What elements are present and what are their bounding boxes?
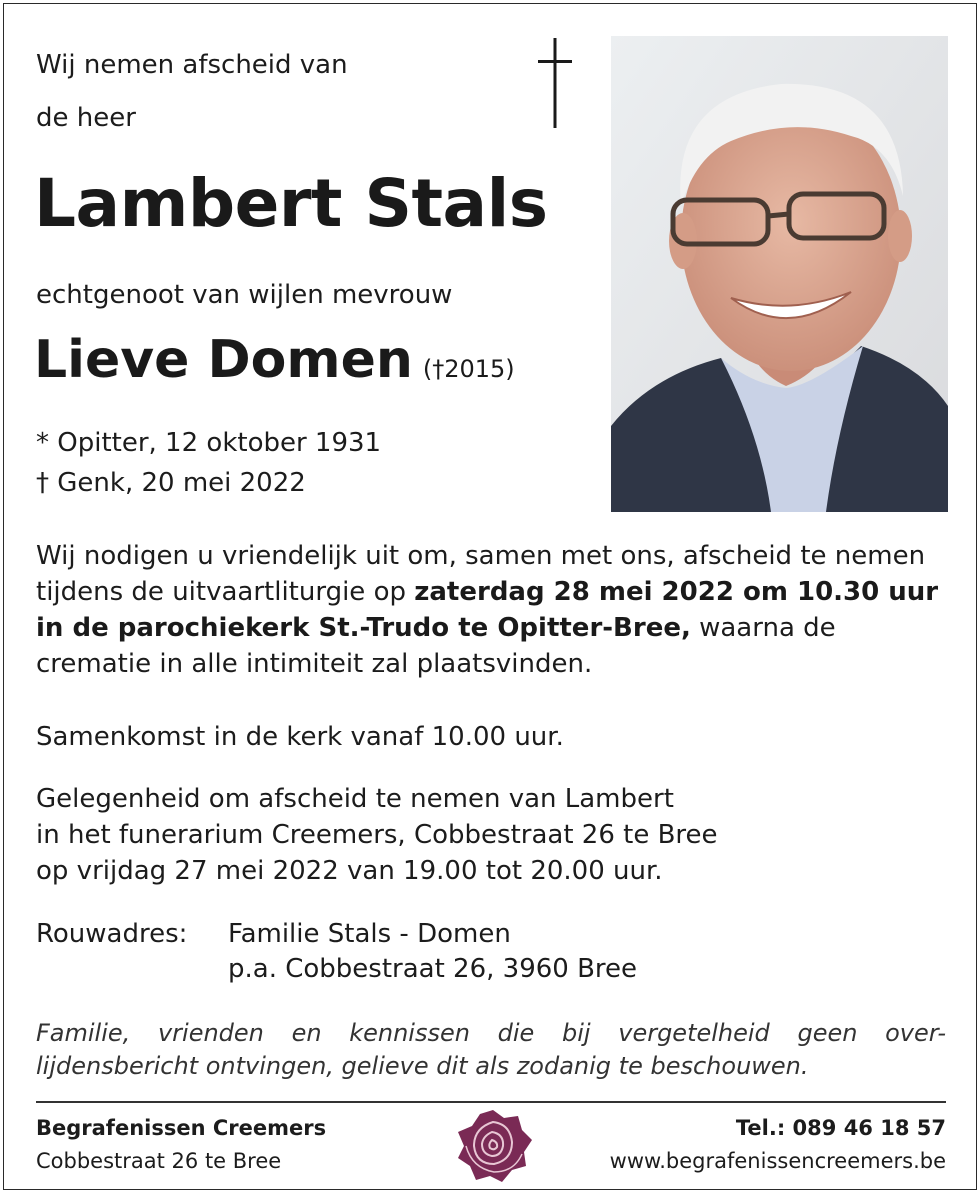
intro-line-1: Wij nemen afscheid van — [36, 50, 348, 80]
address-line-2: p.a. Cobbestraat 26, 3960 Bree — [228, 954, 638, 984]
notice-note: Familie, vrienden en kennissen die bij vergetelheid geen over-lijdensbericht ontvingen, gelieve dit als zodanig te beschouwen. — [36, 1019, 946, 1080]
footer-company: Begrafenissen Creemers — [36, 1116, 327, 1140]
rose-logo-icon — [452, 1106, 534, 1186]
visitation-line-2: in het funerarium Creemers, Cobbestraat 26 te Bree — [36, 820, 718, 850]
death-line: † Genk, 20 mei 2022 — [36, 468, 306, 498]
spouse-death-year: (†2015) — [422, 355, 515, 383]
gathering-line: Samenkomst in de kerk vanaf 10.00 uur. — [36, 722, 564, 752]
footer-street: Cobbestraat 26 te Bree — [36, 1149, 282, 1173]
spouse-intro: echtgenoot van wijlen mevrouw — [36, 280, 453, 310]
footer-website[interactable]: www.begrafenissencreemers.be — [609, 1149, 946, 1173]
visitation-line-3: op vrijdag 27 mei 2022 van 19.00 tot 20.00 uur. — [36, 856, 663, 886]
footer-divider — [36, 1101, 946, 1103]
footer-phone: Tel.: 089 46 18 57 — [735, 1116, 946, 1140]
invitation-text-1: Wij nodigen u vriendelijk uit om, samen met ons, afscheid te nemen tijdens de uitvaartliturgie op — [36, 541, 926, 607]
spouse-name-row — [34, 330, 515, 390]
invitation-paragraph — [36, 538, 946, 682]
visitation-line-1: Gelegenheid om afscheid te nemen van Lambert — [36, 784, 674, 814]
visitation-paragraph — [36, 781, 946, 889]
invitation-text-2: waarna de crematie in alle intimiteit zal plaatsvinden. — [36, 613, 836, 679]
address-line-1: Familie Stals - Domen — [228, 919, 511, 949]
latin-cross-icon — [538, 38, 572, 128]
address-label: Rouwadres: — [36, 919, 188, 949]
portrait-photo — [611, 36, 948, 512]
birth-line: * Opitter, 12 oktober 1931 — [36, 428, 382, 458]
intro-line-2: de heer — [36, 103, 136, 133]
spouse-name: Lieve Domen — [34, 330, 413, 390]
deceased-name: Lambert Stals — [34, 165, 548, 242]
invitation-bold: zaterdag 28 mei 2022 om 10.30 uur in de parochiekerk St.-Trudo te Opitter-Bree, — [36, 577, 939, 643]
